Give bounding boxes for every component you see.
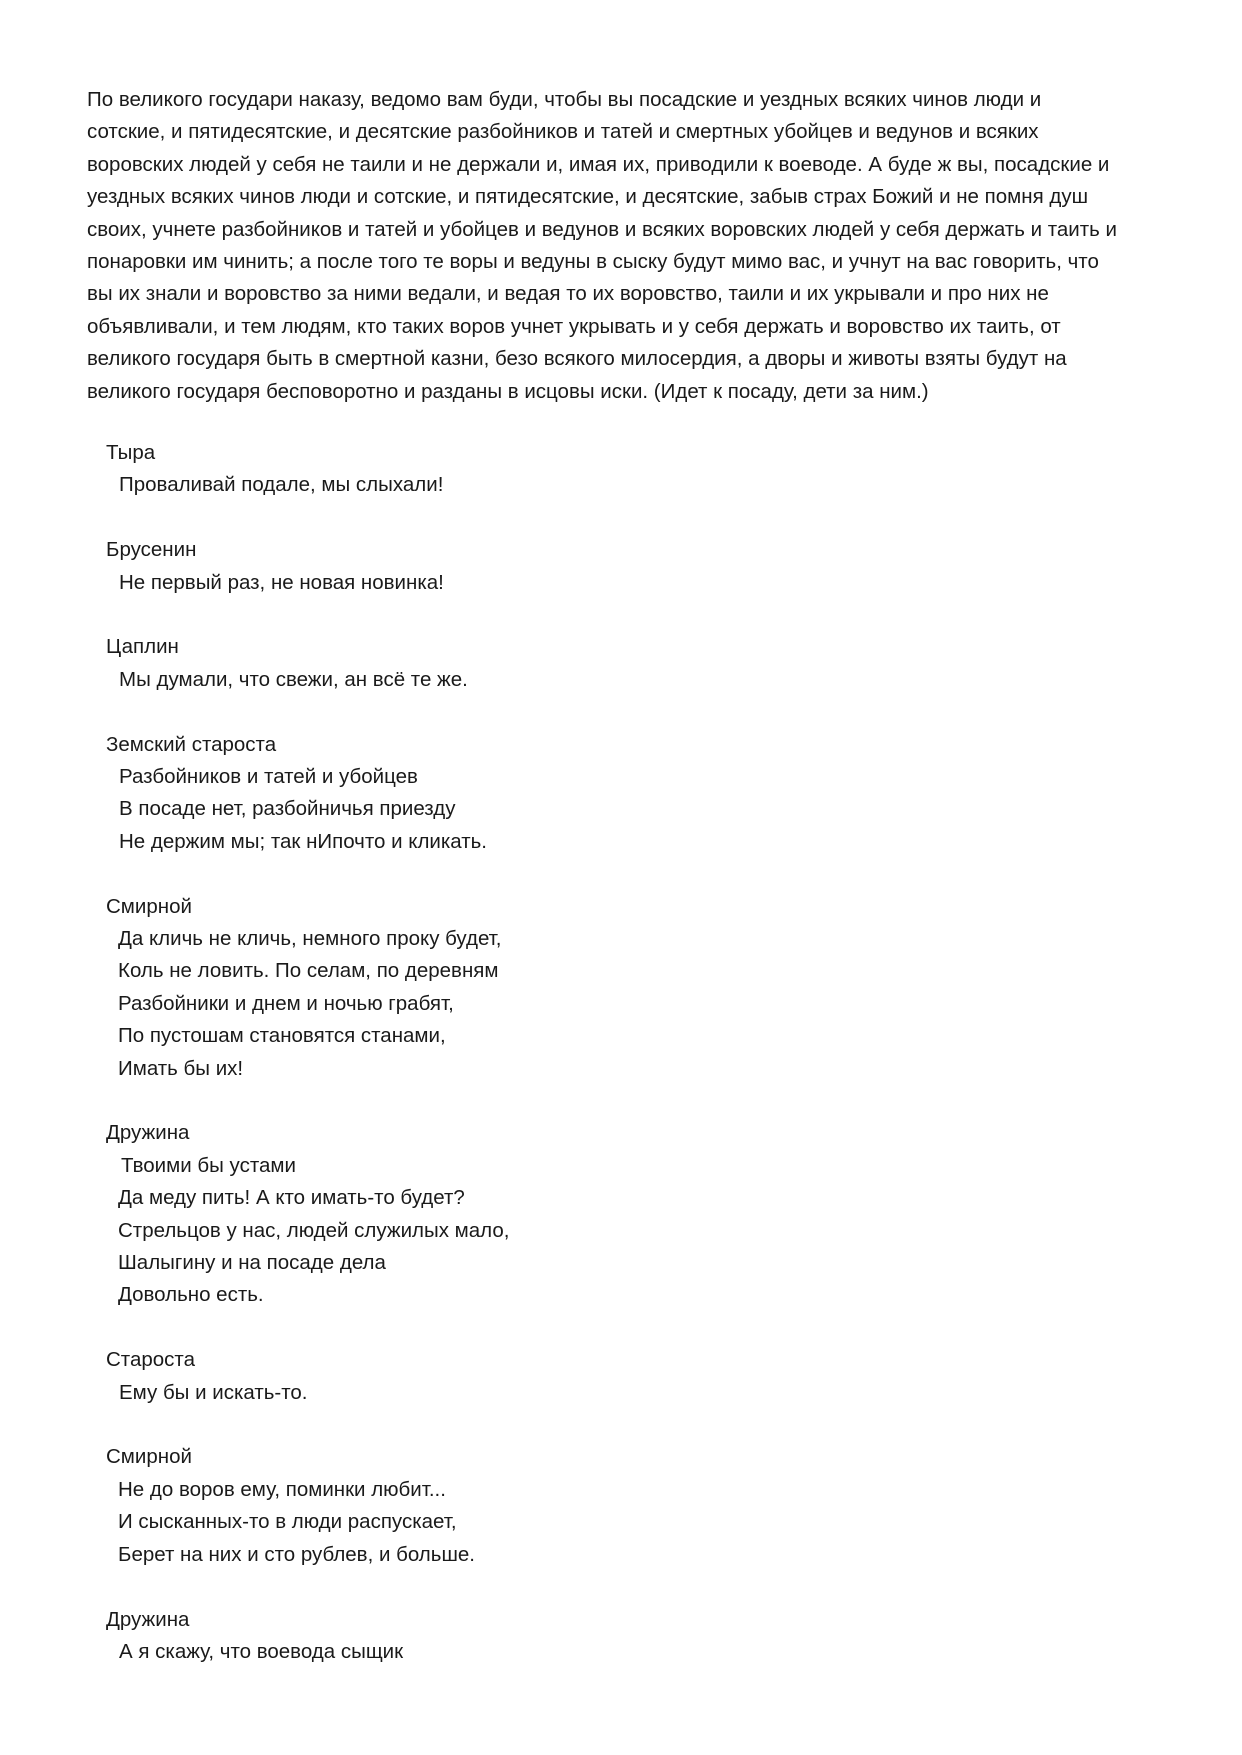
verse-line: Мы думали, что свежи, ан всё те же. <box>119 667 468 691</box>
verse-line: Проваливай подале, мы слыхали! <box>119 473 444 497</box>
speech-block <box>106 631 1106 696</box>
verse-line: И сысканных-то в люди распускает, <box>118 1510 457 1534</box>
speaker-name: Староста <box>106 1348 195 1372</box>
verse-line: Стрельцов у нас, людей служилых мало, <box>118 1218 510 1242</box>
dialogue-section <box>106 437 1106 1701</box>
paragraph-line: воровских людей у себя не таили и не держали и, имая их, приводили к воеводе. А буде ж вы, посадские и <box>87 152 1110 176</box>
verse-line: А я скажу, что воевода сыщик <box>119 1639 404 1663</box>
speech-block <box>106 1344 1106 1409</box>
speech-block <box>106 1441 1106 1571</box>
speaker-name: Цаплин <box>106 635 179 659</box>
verse-line: Да кличь не кличь, немного проку будет, <box>118 927 502 951</box>
verse-line: Не первый раз, не новая новинка! <box>119 570 444 594</box>
speaker-name: Смирной <box>106 894 192 918</box>
paragraph-line: объявливали, и тем людям, кто таких воров учнет укрывать и у себя держать и воровство их таить, от <box>87 314 1061 338</box>
verse-line: Ему бы и искать-то. <box>119 1380 308 1404</box>
paragraph-line: уездных всяких чинов люди и сотские, и пятидесятские, и десятские, забыв страх Божий и не помня душ <box>87 185 1089 209</box>
verse-line: Не держим мы; так нИпочто и кликать. <box>119 829 487 853</box>
verse-line: Коль не ловить. По селам, по деревням <box>118 959 499 983</box>
verse-line: Довольно есть. <box>118 1283 264 1307</box>
paragraph-line: По великого государи наказу, ведомо вам буди, чтобы вы посадские и уездных всяких чинов люди и <box>87 88 1042 111</box>
verse-line: Да меду пить! А кто имать-то будет? <box>118 1186 465 1210</box>
speech-block <box>106 891 1106 1085</box>
paragraph-line: великого государя быть в смертной казни, безо всякого милосердия, а дворы и животы взяты будут на <box>87 347 1067 371</box>
speaker-name: Дружина <box>106 1121 190 1145</box>
paragraph-line: сотские, и пятидесятские, и десятские разбойников и татей и смертных убойцев и ведунов и всяких <box>87 120 1039 144</box>
speech-block <box>106 1117 1106 1311</box>
speaker-name: Тыра <box>106 441 156 464</box>
verse-line: Имать бы их! <box>118 1056 244 1080</box>
speech-block <box>106 1604 1106 1669</box>
paragraph-line: великого государя бесповоротно и разданы в исцовы иски. (Идет к посаду, дети за ним.) <box>87 379 929 403</box>
speaker-name: Земский староста <box>106 732 277 756</box>
speaker-name: Смирной <box>106 1445 192 1469</box>
verse-line: Разбойников и татей и убойцев <box>119 765 418 789</box>
verse-line: В посаде нет, разбойничья приезду <box>119 797 456 821</box>
paragraph-line: вы их знали и воровство за ними ведали, и ведая то их воровство, таили и их укрывали и про них не <box>87 282 1049 306</box>
speech-block <box>106 729 1106 859</box>
paragraph-line: понаровки им чинить; а после того те воры и ведуны в сыску будут мимо вас, и учнут на вас говорить, что <box>87 250 1099 274</box>
verse-line: Не до воров ему, поминки любит... <box>118 1477 446 1501</box>
speaker-name: Дружина <box>106 1607 190 1631</box>
verse-line: Разбойники и днем и ночью грабят, <box>118 991 454 1015</box>
speech-block <box>106 437 1106 502</box>
verse-line: Шалыгину и на посаде дела <box>118 1251 386 1275</box>
paragraph-line: своих, учнете разбойников и татей и убойцев и ведунов и всяких воровских людей у себя держать и таить и <box>87 217 1117 241</box>
speech-block <box>106 534 1106 599</box>
verse-line: Твоими бы устами <box>121 1153 296 1177</box>
proclamation-paragraph <box>87 84 1167 408</box>
speaker-name: Брусенин <box>106 538 197 562</box>
verse-line: Берет на них и сто рублев, и больше. <box>118 1542 475 1566</box>
verse-line: По пустошам становятся станами, <box>118 1024 446 1048</box>
